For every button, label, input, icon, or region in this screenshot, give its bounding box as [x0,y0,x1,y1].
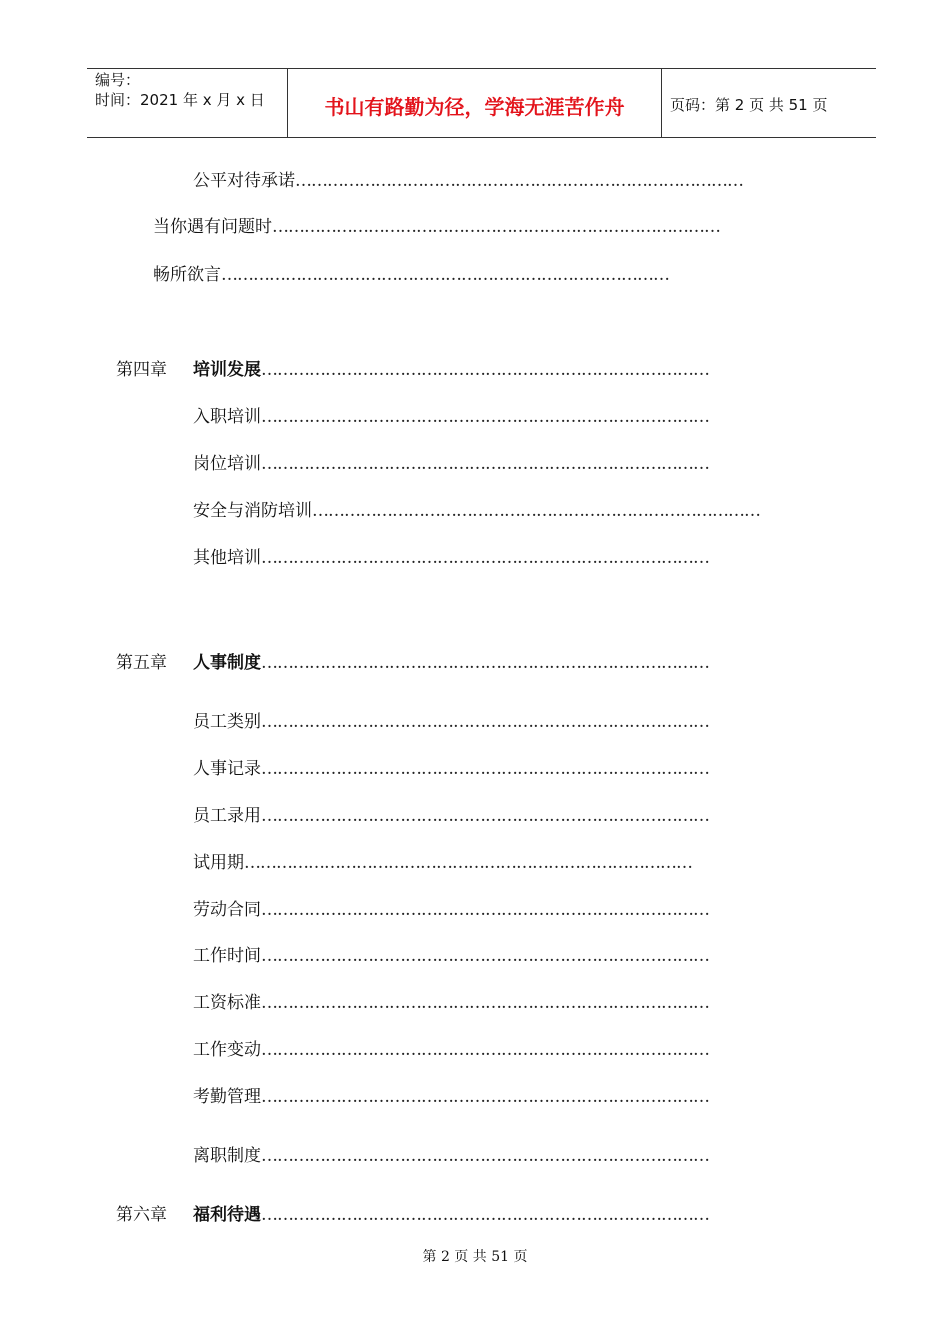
toc-leader-dots: ………………………………………………………………………… [244,853,692,873]
toc-entry [116,709,709,735]
toc-entry-title: 员工录用 [193,806,261,826]
toc-chapter-label: 第六章 [116,1205,167,1225]
header-motto-cell [287,69,662,137]
toc-entry-title: 考勤管理 [193,1087,261,1107]
toc-entry [116,404,709,430]
toc-entry-title: 培训发展 [193,360,261,380]
toc-leader-dots: ………………………………………………………………………… [261,900,709,920]
toc-entry-title: 人事记录 [193,759,261,779]
toc-entry-title: 畅所欲言 [153,265,221,285]
toc-entry [153,214,720,240]
header-page-cell [661,69,876,137]
toc-entry [116,803,709,829]
toc-entry [153,262,669,288]
toc-chapter-label: 第四章 [116,360,167,380]
toc-entry [116,498,760,524]
toc-entry [116,545,709,571]
toc-leader-dots: ………………………………………………………………………… [272,217,720,237]
toc-entry-title: 其他培训 [193,548,261,568]
toc-leader-dots: ………………………………………………………………………… [295,171,743,191]
toc-leader-dots: ………………………………………………………………………… [312,501,760,521]
page-info: 页码：第 2 页 共 51 页 [670,96,828,114]
header-meta-cell [87,69,287,137]
toc-leader-dots: ………………………………………………………………………… [261,759,709,779]
toc-entry [116,897,709,923]
toc-leader-dots: ………………………………………………………………………… [261,653,709,673]
toc-entry [116,943,709,969]
toc-entry [116,990,709,1016]
toc-leader-dots: ………………………………………………………………………… [261,454,709,474]
toc-leader-dots: ………………………………………………………………………… [261,946,709,966]
page-footer: 第 2 页 共 51 页 [422,1249,528,1265]
toc-entry-title: 劳动合同 [193,900,261,920]
toc-entry [116,1202,709,1228]
motto: 书山有路勤为径，学海无涯苦作舟 [324,95,625,119]
toc-leader-dots: ………………………………………………………………………… [261,712,709,732]
page-header [87,68,876,138]
toc-entry [116,451,709,477]
toc-entry [116,756,709,782]
toc-entry [116,357,709,383]
toc-entry-title: 岗位培训 [193,454,261,474]
toc-entry-title: 人事制度 [193,653,261,673]
toc-entry-title: 工作时间 [193,946,261,966]
toc-entry [116,1143,709,1169]
toc-entry-title: 工作变动 [193,1040,261,1060]
toc-entry [193,168,743,194]
toc-leader-dots: ………………………………………………………………………… [261,1205,709,1225]
toc-leader-dots: ………………………………………………………………………… [261,806,709,826]
time-label: 时间：2021 年 x 月 x 日 [95,91,265,109]
toc-leader-dots: ………………………………………………………………………… [261,1040,709,1060]
toc-leader-dots: ………………………………………………………………………… [261,993,709,1013]
toc-entry [116,850,690,876]
toc-leader-dots: ………………………………………………………………………… [261,407,709,427]
number-label: 编号： [95,71,141,89]
toc-leader-dots: ………………………………………………………………………… [261,548,709,568]
toc-leader-dots: ………………………………………………………………………… [261,1087,709,1107]
toc-entry-title: 入职培训 [193,407,261,427]
toc-chapter-label: 第五章 [116,653,167,673]
toc-entry [116,1084,709,1110]
toc-entry-title: 员工类别 [193,712,261,732]
toc-entry-title: 福利待遇 [193,1205,261,1225]
toc-entry-title: 离职制度 [193,1146,261,1166]
toc-leader-dots: ………………………………………………………………………… [261,360,709,380]
toc-leader-dots: ………………………………………………………………………… [221,265,669,285]
toc-entry-title: 当你遇有问题时 [153,217,272,237]
toc-entry-title: 试用期 [193,853,244,873]
toc-entry-title: 公平对待承诺 [193,171,295,191]
toc-entry-title: 工资标准 [193,993,261,1013]
toc-entry-title: 安全与消防培训 [193,501,312,521]
toc-entry [116,1037,709,1063]
toc-leader-dots: ………………………………………………………………………… [261,1146,709,1166]
toc-entry [116,650,709,676]
